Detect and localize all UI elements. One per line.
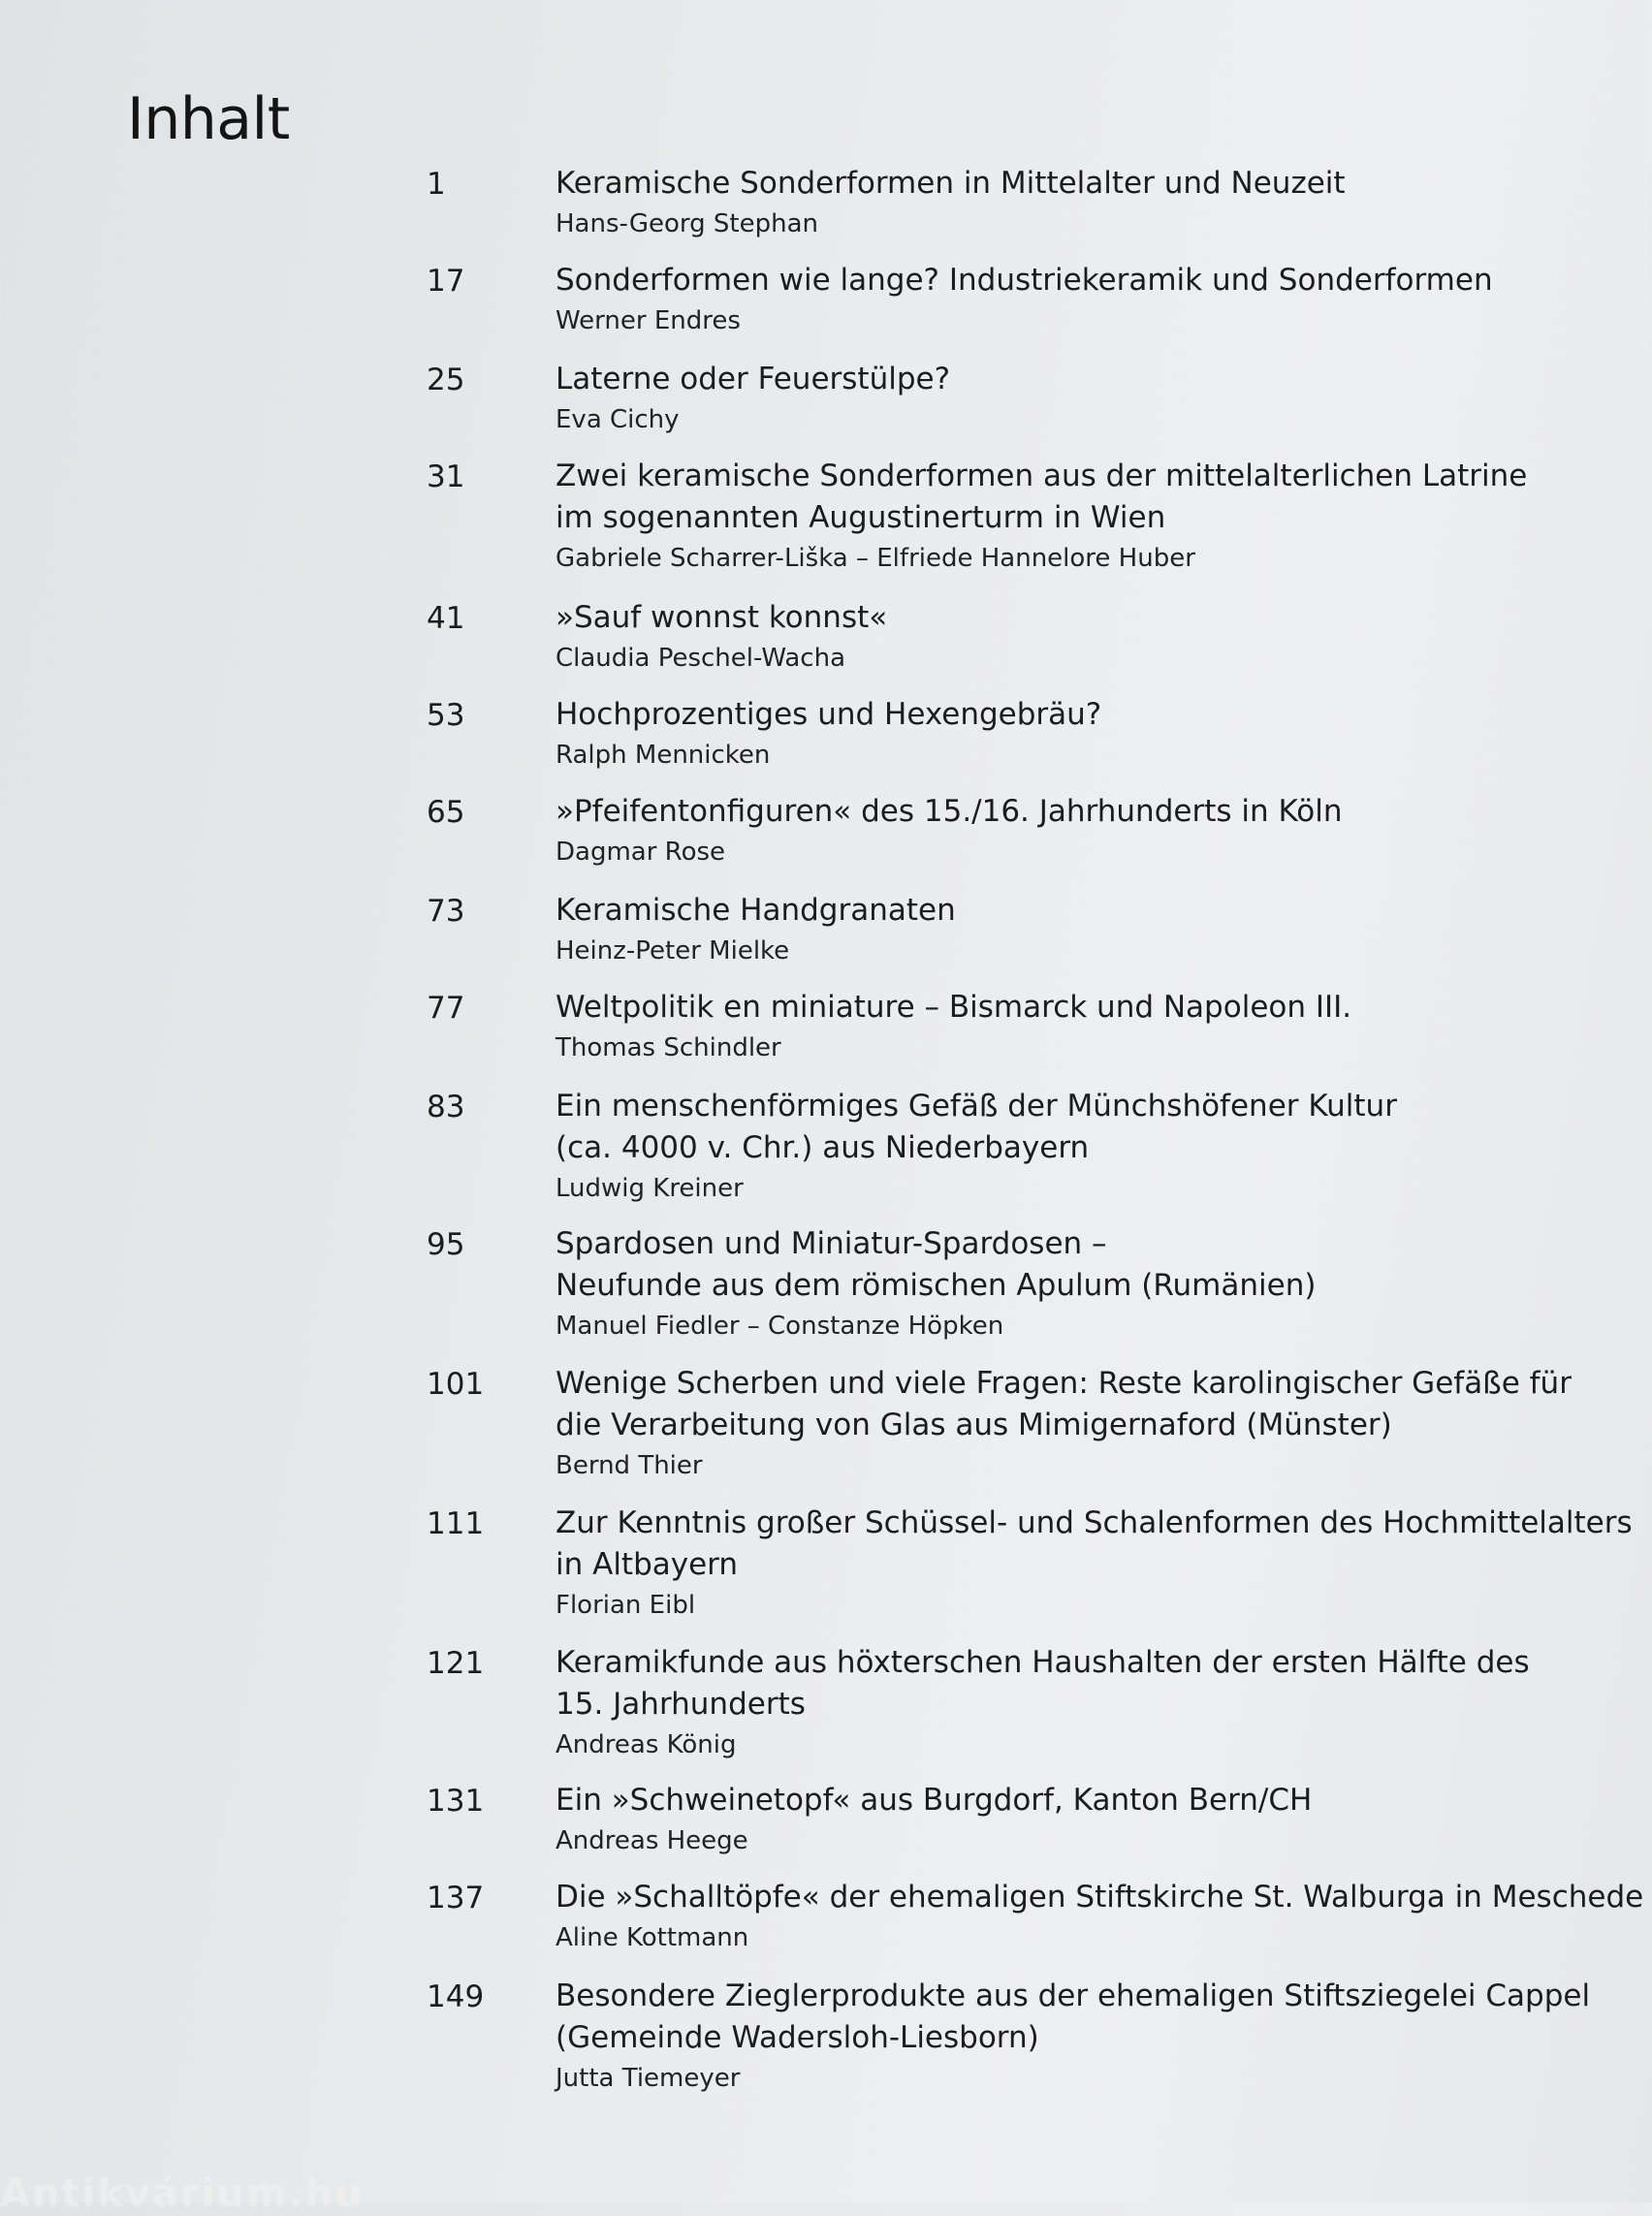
- entry-title-line: Ein menschenförmiges Gefäß der Münchshöfener Kultur: [556, 1089, 1397, 1124]
- entry-title-line: in Altbayern: [556, 1547, 739, 1582]
- entry-page-number: 149: [427, 1979, 485, 2014]
- entry-page-number: 111: [427, 1506, 485, 1541]
- entry-author: Jutta Tiemeyer: [556, 2064, 741, 2093]
- entry-author: Dagmar Rose: [556, 838, 726, 867]
- entry-page-number: 121: [427, 1646, 485, 1681]
- entry-title-line: Besondere Zieglerprodukte aus der ehemaligen Stiftsziegelei Cappel: [556, 1979, 1591, 2013]
- watermark: Antikvárium.hu: [0, 2171, 365, 2216]
- entry-title-line: Neufunde aus dem römischen Apulum (Rumänien): [556, 1268, 1317, 1303]
- entry-title-line: Sonderformen wie lange? Industriekeramik und Sonderformen: [556, 263, 1493, 298]
- entry-author: Florian Eibl: [556, 1591, 696, 1620]
- entry-author: Claudia Peschel-Wacha: [556, 644, 846, 673]
- entry-title-line: Ein »Schweinetopf« aus Burgdorf, Kanton Bern/CH: [556, 1783, 1313, 1818]
- entry-author: Thomas Schindler: [556, 1033, 781, 1062]
- entry-title-line: 15. Jahrhunderts: [556, 1687, 806, 1722]
- entry-author: Bernd Thier: [556, 1451, 703, 1480]
- page-title: Inhalt: [127, 85, 290, 153]
- entry-page-number: 77: [427, 991, 465, 1026]
- entry-title-line: (Gemeinde Wadersloh-Liesborn): [556, 2020, 1039, 2055]
- entry-title-line: Zur Kenntnis großer Schüssel- und Schalenformen des Hochmittelalters: [556, 1505, 1633, 1540]
- entry-author: Werner Endres: [556, 306, 741, 335]
- entry-title-line: »Sauf wonnst konnst«: [556, 600, 888, 635]
- entry-title-line: im sogenannten Augustinerturm in Wien: [556, 500, 1166, 535]
- entry-author: Andreas König: [556, 1730, 737, 1759]
- entry-title-line: Weltpolitik en miniature – Bismarck und Napoleon III.: [556, 990, 1352, 1025]
- entry-page-number: 101: [427, 1367, 485, 1402]
- entry-page-number: 95: [427, 1227, 465, 1262]
- entry-author: Gabriele Scharrer-Liška – Elfriede Hannelore Huber: [556, 544, 1195, 573]
- entry-page-number: 83: [427, 1090, 465, 1124]
- entry-title-line: Spardosen und Miniatur-Spardosen –: [556, 1226, 1107, 1261]
- entry-title-line: Hochprozentiges und Hexengebräu?: [556, 697, 1102, 732]
- entry-author: Eva Cichy: [556, 405, 680, 434]
- entry-page-number: 53: [427, 698, 465, 733]
- entry-page-number: 41: [427, 601, 465, 636]
- entry-title-line: Keramische Sonderformen in Mittelalter und Neuzeit: [556, 166, 1346, 201]
- entry-author: Ralph Mennicken: [556, 741, 771, 770]
- entry-author: Ludwig Kreiner: [556, 1174, 744, 1203]
- entry-title-line: Wenige Scherben und viele Fragen: Reste karolingischer Gefäße für: [556, 1366, 1572, 1401]
- entry-title-line: Die »Schalltöpfe« der ehemaligen Stiftskirche St. Walburga in Meschede: [556, 1880, 1644, 1915]
- entry-page-number: 131: [427, 1784, 485, 1819]
- entry-title-line: (ca. 4000 v. Chr.) aus Niederbayern: [556, 1130, 1090, 1165]
- entry-title-line: Laterne oder Feuerstülpe?: [556, 362, 951, 396]
- entry-page-number: 1: [427, 167, 446, 202]
- entry-page-number: 17: [427, 264, 465, 299]
- entry-author: Manuel Fiedler – Constanze Höpken: [556, 1312, 1004, 1341]
- entry-author: Andreas Heege: [556, 1826, 748, 1855]
- entry-title-line: die Verarbeitung von Glas aus Mimigernaford (Münster): [556, 1408, 1392, 1442]
- entry-author: Heinz-Peter Mielke: [556, 936, 790, 966]
- entry-page-number: 25: [427, 363, 465, 397]
- entry-page-number: 73: [427, 894, 465, 929]
- entry-title-line: Keramische Handgranaten: [556, 893, 956, 928]
- entry-title-line: Zwei keramische Sonderformen aus der mittelalterlichen Latrine: [556, 459, 1528, 493]
- entry-author: Aline Kottmann: [556, 1923, 749, 1952]
- entry-author: Hans-Georg Stephan: [556, 209, 818, 238]
- entry-title-line: Keramikfunde aus höxterschen Haushalten der ersten Hälfte des: [556, 1645, 1530, 1680]
- entry-title-line: »Pfeifentonfiguren« des 15./16. Jahrhunderts in Köln: [556, 794, 1343, 829]
- entry-page-number: 31: [427, 459, 465, 494]
- entry-page-number: 137: [427, 1881, 485, 1915]
- entry-page-number: 65: [427, 795, 465, 830]
